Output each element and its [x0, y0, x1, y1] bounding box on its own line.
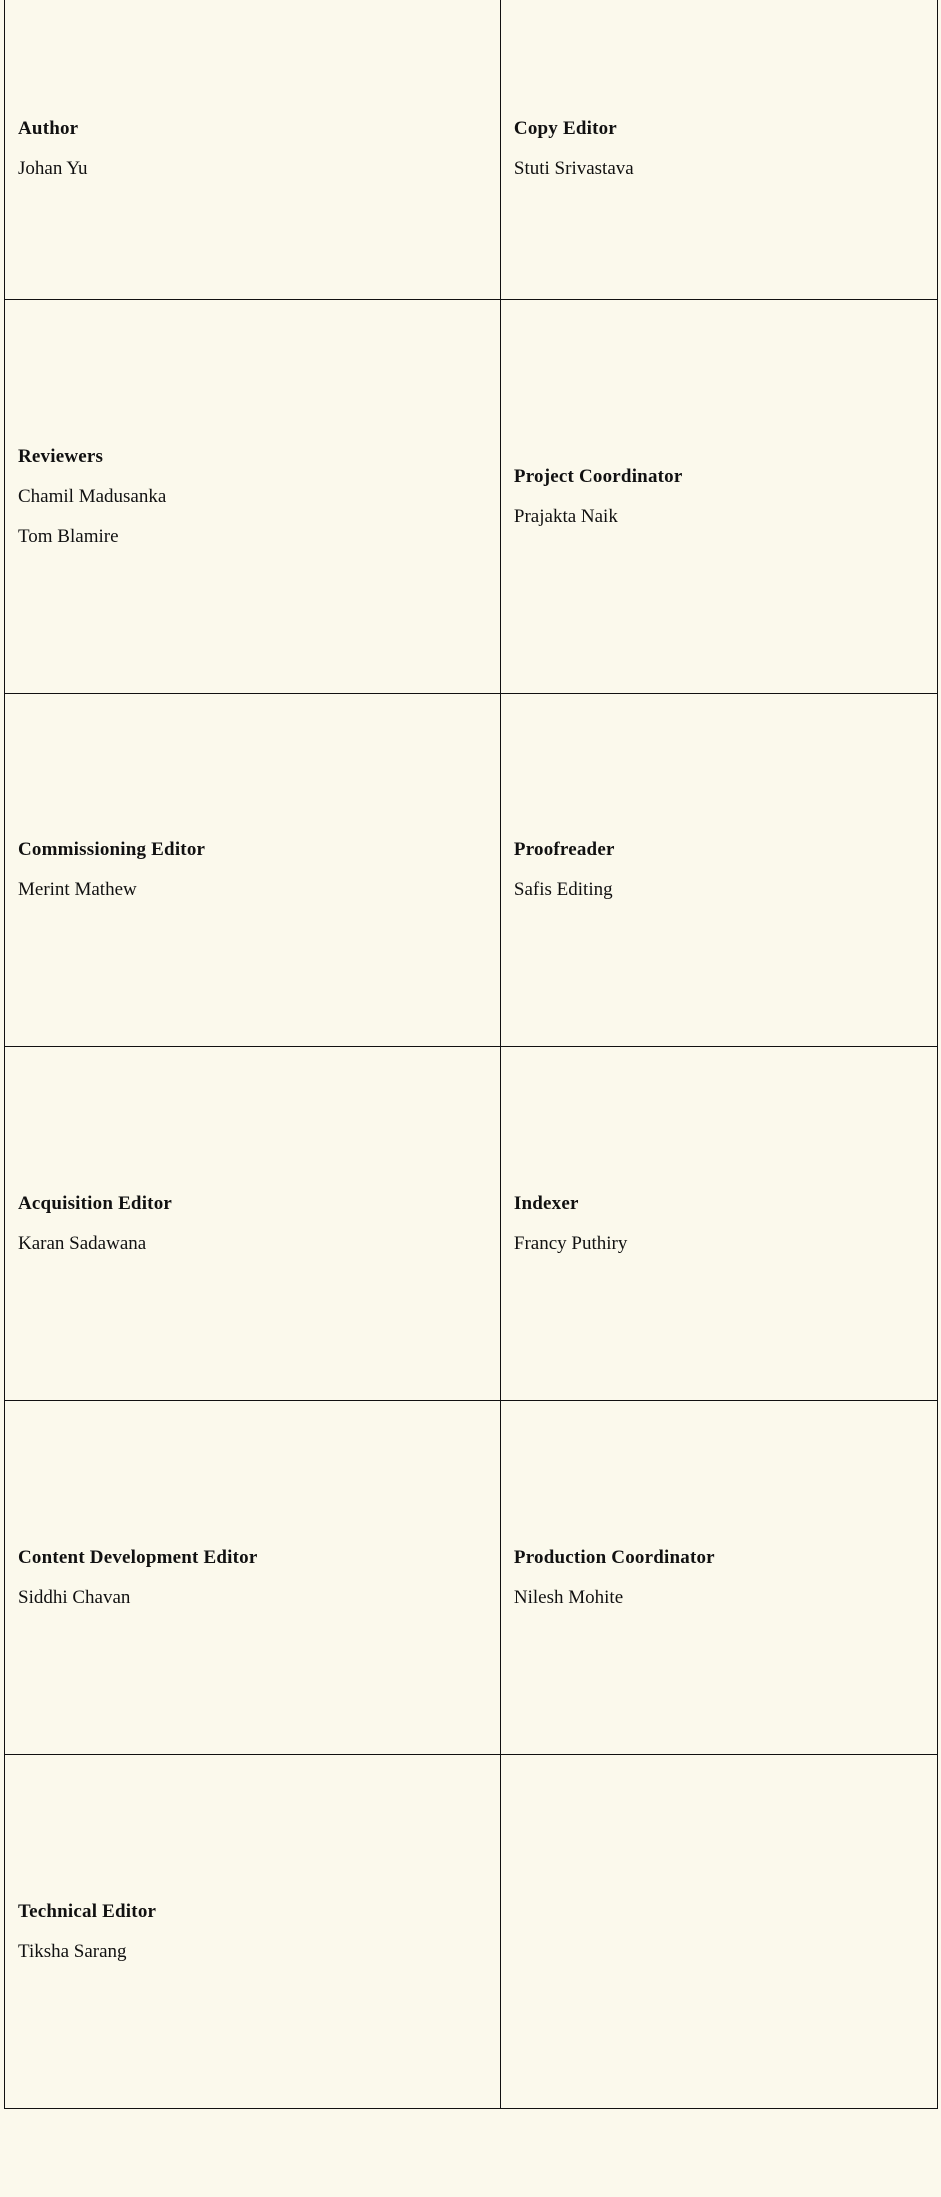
credits-row — [5, 1755, 938, 2109]
credit-cell-technical-editor — [5, 1755, 501, 2109]
person-name: Siddhi Chavan — [18, 1586, 131, 1608]
credits-table — [4, 0, 938, 2109]
role-heading: Indexer — [513, 1192, 579, 1214]
credit-cell-acquisition-editor — [5, 1047, 501, 1401]
credit-cell-indexer — [500, 1047, 937, 1401]
person-name: Tiksha Sarang — [18, 1940, 127, 1962]
role-heading: Acquisition Editor — [18, 1192, 173, 1214]
person-name: Prajakta Naik — [513, 505, 618, 527]
credits-row — [5, 0, 938, 300]
role-heading: Author — [18, 118, 79, 139]
person-name: Stuti Srivastava — [513, 158, 634, 179]
credit-cell-copy-editor — [500, 0, 937, 300]
role-heading: Copy Editor — [513, 118, 617, 139]
role-heading: Proofreader — [513, 839, 615, 860]
role-heading: Technical Editor — [18, 1900, 157, 1922]
role-heading: Project Coordinator — [513, 465, 683, 487]
credit-cell-empty — [500, 1755, 937, 2109]
person-name: Tom Blamire — [18, 525, 119, 547]
credits-row — [5, 300, 938, 694]
person-name: Johan Yu — [18, 158, 88, 179]
credit-cell-production-coordinator — [500, 1401, 937, 1755]
credits-row — [5, 1047, 938, 1401]
person-name: Chamil Madusanka — [18, 485, 167, 507]
person-name: Merint Mathew — [18, 879, 137, 900]
person-name: Safis Editing — [513, 879, 613, 900]
credit-cell-author — [5, 0, 501, 300]
credits-row — [5, 694, 938, 1047]
credit-cell-proofreader — [500, 694, 937, 1047]
role-heading: Commissioning Editor — [18, 839, 206, 860]
credit-cell-content-development-editor — [5, 1401, 501, 1755]
person-name: Francy Puthiry — [513, 1232, 628, 1254]
person-name: Karan Sadawana — [18, 1232, 147, 1254]
credits-row — [5, 1401, 938, 1755]
person-name: Nilesh Mohite — [513, 1586, 624, 1608]
role-heading: Content Development Editor — [18, 1546, 258, 1568]
role-heading: Production Coordinator — [513, 1546, 715, 1568]
credit-cell-project-coordinator — [500, 300, 937, 694]
role-heading: Reviewers — [18, 445, 104, 467]
credit-cell-reviewers — [5, 300, 501, 694]
credit-cell-commissioning-editor — [5, 694, 501, 1047]
